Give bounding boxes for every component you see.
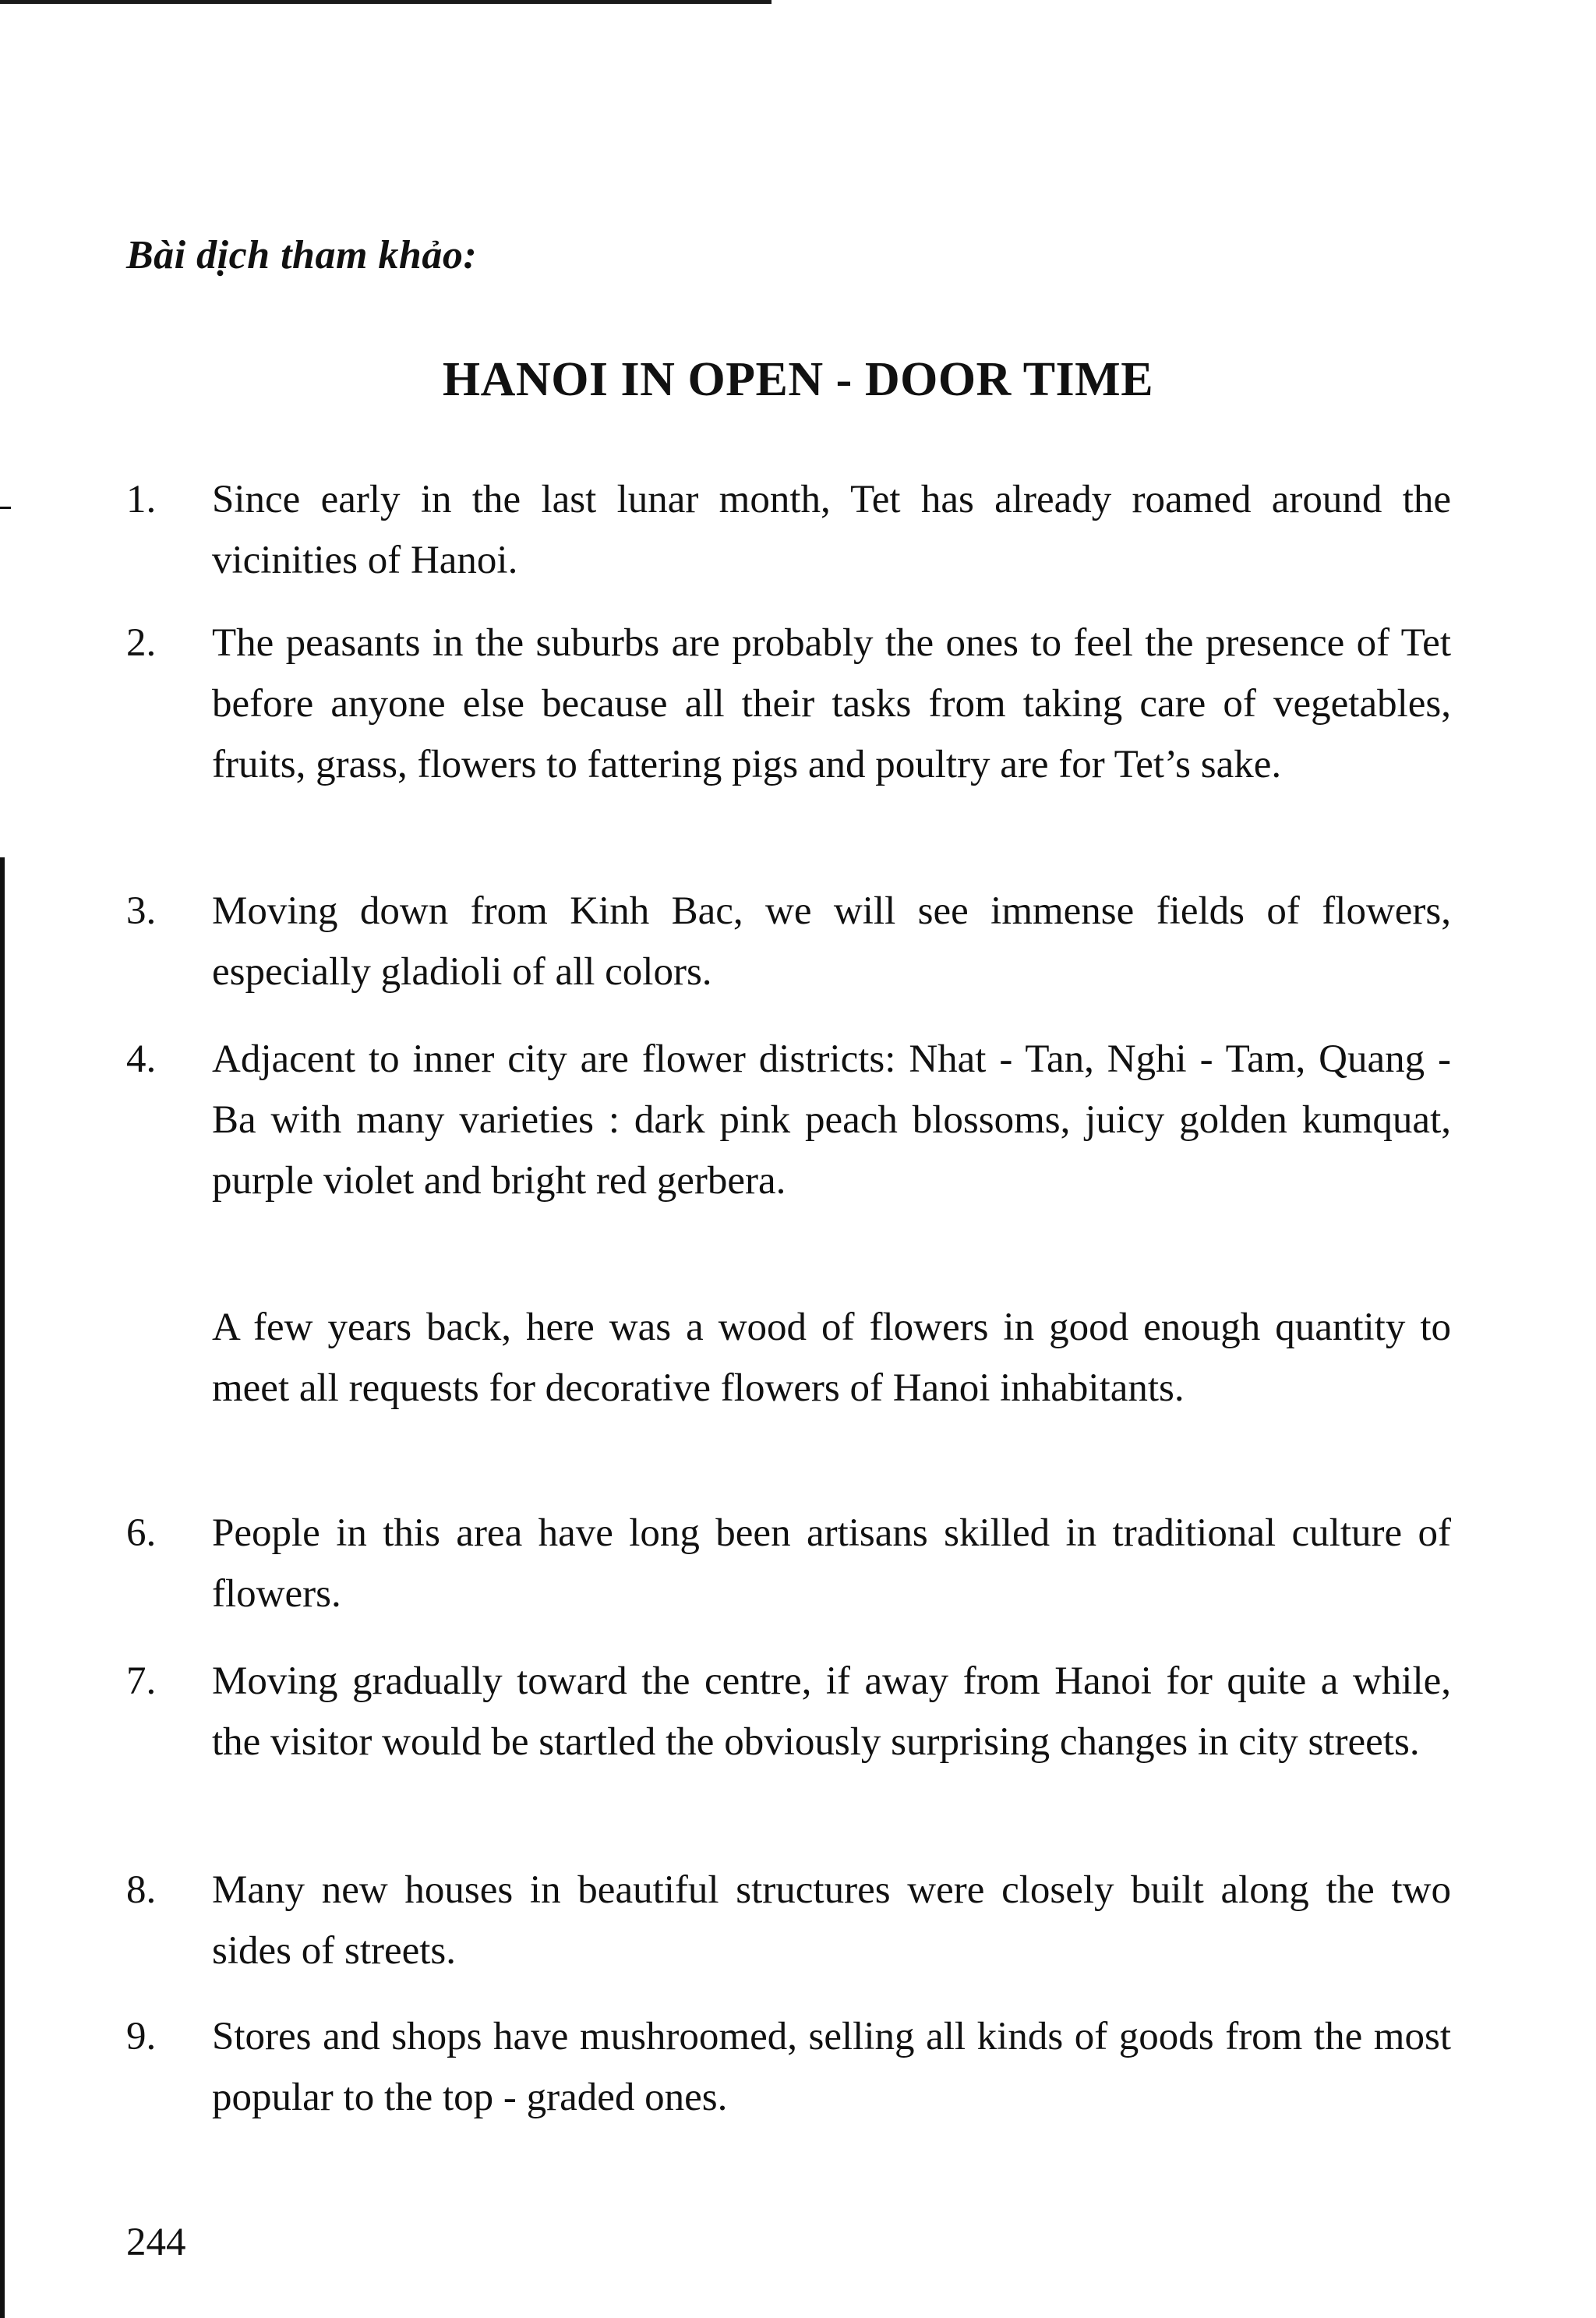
item-number: 3. <box>126 889 157 933</box>
item-text: Since early in the last lunar month, Tet has already roamed around the vicinities of Hanoi. <box>212 478 1451 582</box>
item-text: Many new houses in beautiful structures were closely built along the two sides of streets. <box>212 1868 1451 1973</box>
item-number: 4. <box>126 1037 157 1081</box>
top-border-rule <box>0 0 772 4</box>
item-text: The peasants in the suburbs are probably the ones to feel the presence of Tet before anyone else because all their tasks from taking care of vegetables, fruits, grass, flowers to fattering pigs and poultry are for Tet’s sake. <box>212 621 1451 786</box>
page-heading: Bài dịch tham khảo: <box>126 233 478 277</box>
item-number: 9. <box>126 2015 157 2058</box>
item-text: Moving down from Kinh Bac, we will see immense fields of flowers, especially gladioli of all colors. <box>212 889 1451 994</box>
item-text: Adjacent to inner city are flower districts: Nhat - Tan, Nghi - Tam, Quang - Ba with many varieties : dark pink peach blossoms, juicy golden kumquat, purple violet and bright red gerbera. <box>212 1037 1451 1203</box>
page-title: HANOI IN OPEN - DOOR TIME <box>442 353 1154 406</box>
item-number: 8. <box>126 1868 157 1912</box>
item-text: A few years back, here was a wood of flowers in good enough quantity to meet all requests for decorative flowers of Hanoi inhabitants. <box>212 1306 1451 1410</box>
item-text: People in this area have long been artisans skilled in traditional culture of flowers. <box>212 1511 1451 1616</box>
item-text: Stores and shops have mushroomed, selling all kinds of goods from the most popular to the top - graded ones. <box>212 2015 1451 2119</box>
item-number: 7. <box>126 1659 157 1703</box>
item-text: Moving gradually toward the centre, if away from Hanoi for quite a while, the visitor would be startled the obviously surprising changes in city streets. <box>212 1659 1451 1764</box>
left-margin-mark <box>0 507 11 509</box>
left-page-edge <box>0 857 5 2318</box>
item-number: 6. <box>126 1511 157 1555</box>
item-number: 2. <box>126 621 157 665</box>
item-number: 1. <box>126 478 157 521</box>
page-number: 244 <box>126 2221 186 2264</box>
